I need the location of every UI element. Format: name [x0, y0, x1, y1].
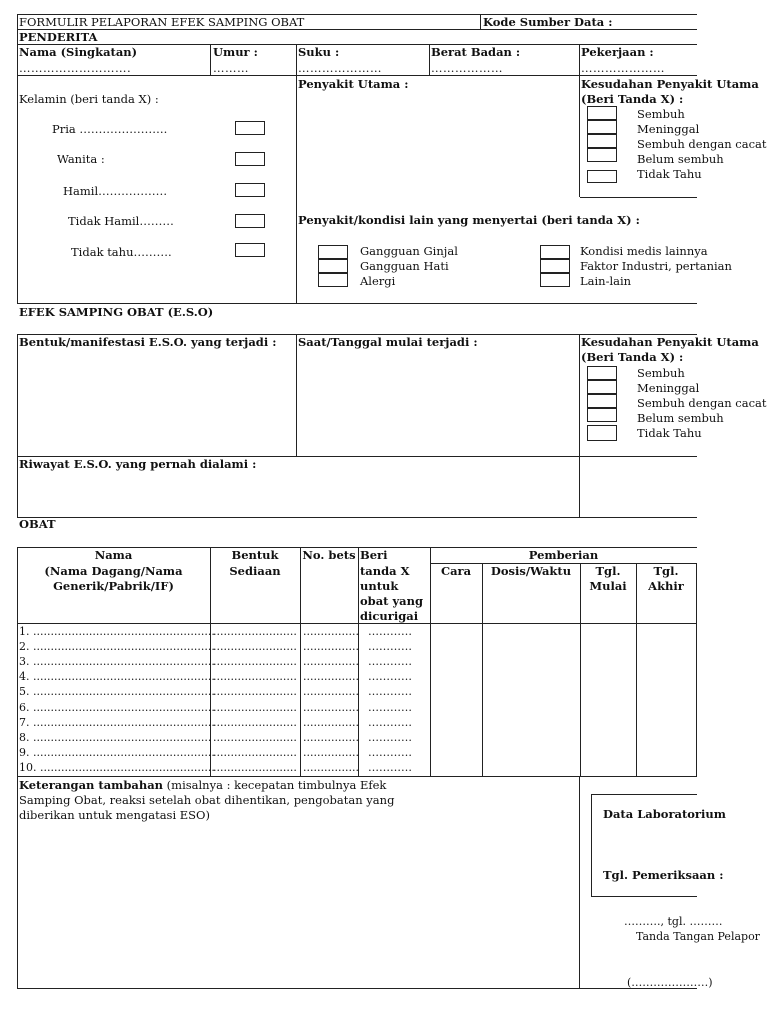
eso-kesudahan-option: Belum sembuh: [637, 411, 724, 425]
col-nama-header: (Nama Dagang/Nama: [44, 564, 183, 578]
kondisi-checkbox[interactable]: [540, 259, 570, 273]
eso-kesudahan-checkbox[interactable]: [587, 425, 617, 441]
kondisi-checkbox[interactable]: [318, 273, 348, 287]
obat-beri-cell[interactable]: …………: [368, 761, 412, 774]
col-dosis-header: Dosis/Waktu: [490, 564, 572, 578]
berat-field[interactable]: ………………: [431, 61, 503, 75]
obat-bets-cell[interactable]: ................: [303, 716, 359, 729]
col-bets-header: No. bets: [302, 548, 356, 562]
col-bentuk-header: Sediaan: [229, 564, 281, 578]
obat-bets-cell[interactable]: ................: [303, 731, 359, 744]
pekerjaan-field[interactable]: …………………: [581, 61, 665, 75]
obat-bets-cell[interactable]: ................: [303, 670, 359, 683]
obat-bentuk-cell[interactable]: ........................: [213, 761, 297, 774]
eso-kesudahan-checkbox[interactable]: [587, 380, 617, 394]
berat-label: Berat Badan :: [431, 45, 521, 59]
nama-pelapor: (…………………): [627, 976, 713, 989]
riwayat-eso-label: Riwayat E.S.O. yang pernah dialami :: [19, 457, 257, 471]
kelamin-label: Kelamin (beri tanda X) :: [19, 92, 159, 106]
kesudahan-option: Meninggal: [637, 122, 700, 136]
tanda-tangan-label: Tanda Tangan Pelapor: [636, 930, 760, 943]
obat-bets-cell[interactable]: ................: [303, 761, 359, 774]
obat-bentuk-cell[interactable]: ........................: [213, 716, 297, 729]
keterangan-line3: diberikan untuk mengatasi ESO): [19, 808, 210, 822]
eso-kesudahan-checkbox[interactable]: [587, 366, 617, 380]
obat-bentuk-cell[interactable]: ........................: [213, 685, 297, 698]
section-penderita: PENDERITA: [19, 30, 98, 44]
section-eso: EFEK SAMPING OBAT (E.S.O): [19, 305, 214, 319]
obat-bets-cell[interactable]: ................: [303, 625, 359, 638]
eso-kesudahan-checkbox[interactable]: [587, 408, 617, 422]
kesudahan-checkbox[interactable]: [587, 170, 617, 183]
kesudahan-checkbox[interactable]: [587, 106, 617, 120]
obat-bets-cell[interactable]: ................: [303, 640, 359, 653]
keterangan-bold: Keterangan tambahan: [19, 778, 164, 792]
eso-kesudahan-label: Kesudahan Penyakit Utama: [581, 335, 759, 349]
col-pemberian-header: Pemberian: [528, 548, 599, 562]
nama-label: Nama (Singkatan): [19, 45, 138, 59]
kelamin-wanita-checkbox[interactable]: [235, 152, 265, 166]
kondisi-option: Kondisi medis lainnya: [580, 244, 708, 258]
kesudahan-option: Belum sembuh: [637, 152, 724, 166]
obat-beri-cell[interactable]: …………: [368, 731, 412, 744]
eso-kesudahan-option: Sembuh dengan cacat: [637, 396, 767, 410]
kesudahan-option: Sembuh: [637, 107, 685, 121]
col-akhir-header: Tgl.: [653, 564, 679, 578]
tgl-pemeriksaan-label: Tgl. Pemeriksaan :: [603, 868, 724, 882]
kesudahan-checkbox[interactable]: [587, 134, 617, 148]
obat-beri-cell[interactable]: …………: [368, 655, 412, 668]
keterangan-label: [19, 778, 386, 792]
col-beri-header: dicurigai: [360, 609, 419, 623]
obat-beri-cell[interactable]: …………: [368, 640, 412, 653]
col-beri-header: tanda X: [360, 564, 410, 578]
col-nama-header: Nama: [94, 548, 133, 562]
saat-tanggal-label: Saat/Tanggal mulai terjadi :: [298, 335, 478, 349]
col-beri-header: untuk: [360, 579, 399, 593]
kondisi-checkbox[interactable]: [540, 245, 570, 259]
penyakit-utama-label: Penyakit Utama :: [298, 77, 409, 91]
obat-nama-cell[interactable]: 7. ....................................................: [19, 716, 215, 729]
kondisi-checkbox[interactable]: [540, 273, 570, 287]
umur-field[interactable]: ………: [213, 61, 249, 75]
obat-beri-cell[interactable]: …………: [368, 701, 412, 714]
obat-bets-cell[interactable]: ................: [303, 655, 359, 668]
obat-nama-cell[interactable]: 8. ...................................................: [19, 731, 212, 744]
data-lab-label: Data Laboratorium: [603, 807, 726, 821]
kondisi-option: Faktor Industri, pertanian: [580, 259, 732, 273]
kondisi-option: Lain-lain: [580, 274, 632, 288]
suku-label: Suku :: [298, 45, 340, 59]
keterangan-line2: Samping Obat, reaksi setelah obat dihentikan, pengobatan yang: [19, 793, 395, 807]
obat-bentuk-cell[interactable]: ........................: [213, 625, 297, 638]
obat-beri-cell[interactable]: …………: [368, 670, 412, 683]
obat-nama-cell[interactable]: 3. ....................................................: [19, 655, 215, 668]
kesudahan-option: Sembuh dengan cacat: [637, 137, 767, 151]
col-bentuk-header: Bentuk: [231, 548, 279, 562]
obat-bentuk-cell[interactable]: ........................: [213, 655, 297, 668]
kesudahan-sub: (Beri Tanda X) :: [581, 92, 684, 106]
col-beri-header: Beri: [360, 548, 388, 562]
obat-nama-cell[interactable]: 10. ..................................................: [19, 761, 215, 774]
obat-nama-cell[interactable]: 1. ....................................................: [19, 625, 215, 638]
obat-bentuk-cell[interactable]: ........................: [213, 670, 297, 683]
keterangan-rest: (misalnya : kecepatan timbulnya Efek: [163, 778, 387, 792]
kelamin-option: Tidak tahu……….: [71, 245, 172, 259]
kondisi-option: Gangguan Hati: [360, 259, 449, 273]
obat-beri-cell[interactable]: …………: [368, 685, 412, 698]
form-title: FORMULIR PELAPORAN EFEK SAMPING OBAT: [19, 15, 305, 29]
obat-bentuk-cell[interactable]: ........................: [213, 746, 297, 759]
kelamin-tidak-hamil-checkbox[interactable]: [235, 214, 265, 228]
eso-kesudahan-option: Sembuh: [637, 366, 685, 380]
obat-bentuk-cell[interactable]: ........................: [213, 701, 297, 714]
col-mulai-header: Tgl.: [595, 564, 621, 578]
obat-nama-cell[interactable]: 5. ....................................................: [19, 685, 215, 698]
obat-bets-cell[interactable]: ................: [303, 746, 359, 759]
obat-beri-cell[interactable]: …………: [368, 746, 412, 759]
obat-bets-cell[interactable]: ................: [303, 685, 359, 698]
obat-nama-cell[interactable]: 9. ....................................................: [19, 746, 215, 759]
kode-sumber-label: Kode Sumber Data :: [483, 15, 613, 29]
section-obat: OBAT: [19, 517, 56, 531]
kondisi-option: Alergi: [360, 274, 396, 288]
obat-beri-cell[interactable]: …………: [368, 625, 412, 638]
kesudahan-label: Kesudahan Penyakit Utama: [581, 77, 759, 91]
kondisi-lain-label: Penyakit/kondisi lain yang menyertai (beri tanda X) :: [298, 213, 640, 227]
kesudahan-checkbox[interactable]: [587, 148, 617, 162]
col-nama-header: Generik/Pabrik/IF): [53, 579, 174, 593]
kelamin-option: Tidak Hamil………: [68, 214, 174, 228]
obat-nama-cell[interactable]: 6. ....................................................: [19, 701, 215, 714]
eso-kesudahan-option: Meninggal: [637, 381, 700, 395]
eso-kesudahan-sub: (Beri Tanda X) :: [581, 350, 684, 364]
tgl-tanda-tangan: ………., tgl. ………: [624, 915, 723, 928]
umur-label: Umur :: [213, 45, 258, 59]
eso-kesudahan-option: Tidak Tahu: [637, 426, 702, 440]
bentuk-eso-label: Bentuk/manifestasi E.S.O. yang terjadi :: [19, 335, 277, 349]
kondisi-checkbox[interactable]: [318, 245, 348, 259]
kondisi-option: Gangguan Ginjal: [360, 244, 458, 258]
nama-field[interactable]: ……………………….: [19, 61, 132, 75]
obat-beri-cell[interactable]: …………: [368, 716, 412, 729]
obat-nama-cell[interactable]: 2. ....................................................: [19, 640, 215, 653]
kelamin-pria-checkbox[interactable]: [235, 121, 265, 135]
obat-bets-cell[interactable]: ................: [303, 701, 359, 714]
eso-kesudahan-checkbox[interactable]: [587, 394, 617, 408]
obat-nama-cell[interactable]: 4. ....................................................: [19, 670, 215, 683]
kelamin-option: Hamil………………: [63, 184, 168, 198]
kesudahan-checkbox[interactable]: [587, 120, 617, 134]
obat-bentuk-cell[interactable]: ........................: [213, 731, 297, 744]
kelamin-tidak-tahu-checkbox[interactable]: [235, 243, 265, 257]
col-mulai-header: Mulai: [589, 579, 627, 593]
col-cara-header: Cara: [440, 564, 472, 578]
col-akhir-header: Akhir: [648, 579, 684, 593]
suku-field[interactable]: …………………: [298, 61, 382, 75]
kondisi-checkbox[interactable]: [318, 259, 348, 273]
pekerjaan-label: Pekerjaan :: [581, 45, 654, 59]
kesudahan-option: Tidak Tahu: [637, 167, 702, 181]
kelamin-hamil-checkbox[interactable]: [235, 183, 265, 197]
kelamin-option: Wanita :: [57, 152, 105, 166]
col-beri-header: obat yang: [360, 594, 424, 608]
kelamin-option: Pria …………………..: [52, 122, 168, 136]
obat-bentuk-cell[interactable]: ........................: [213, 640, 297, 653]
